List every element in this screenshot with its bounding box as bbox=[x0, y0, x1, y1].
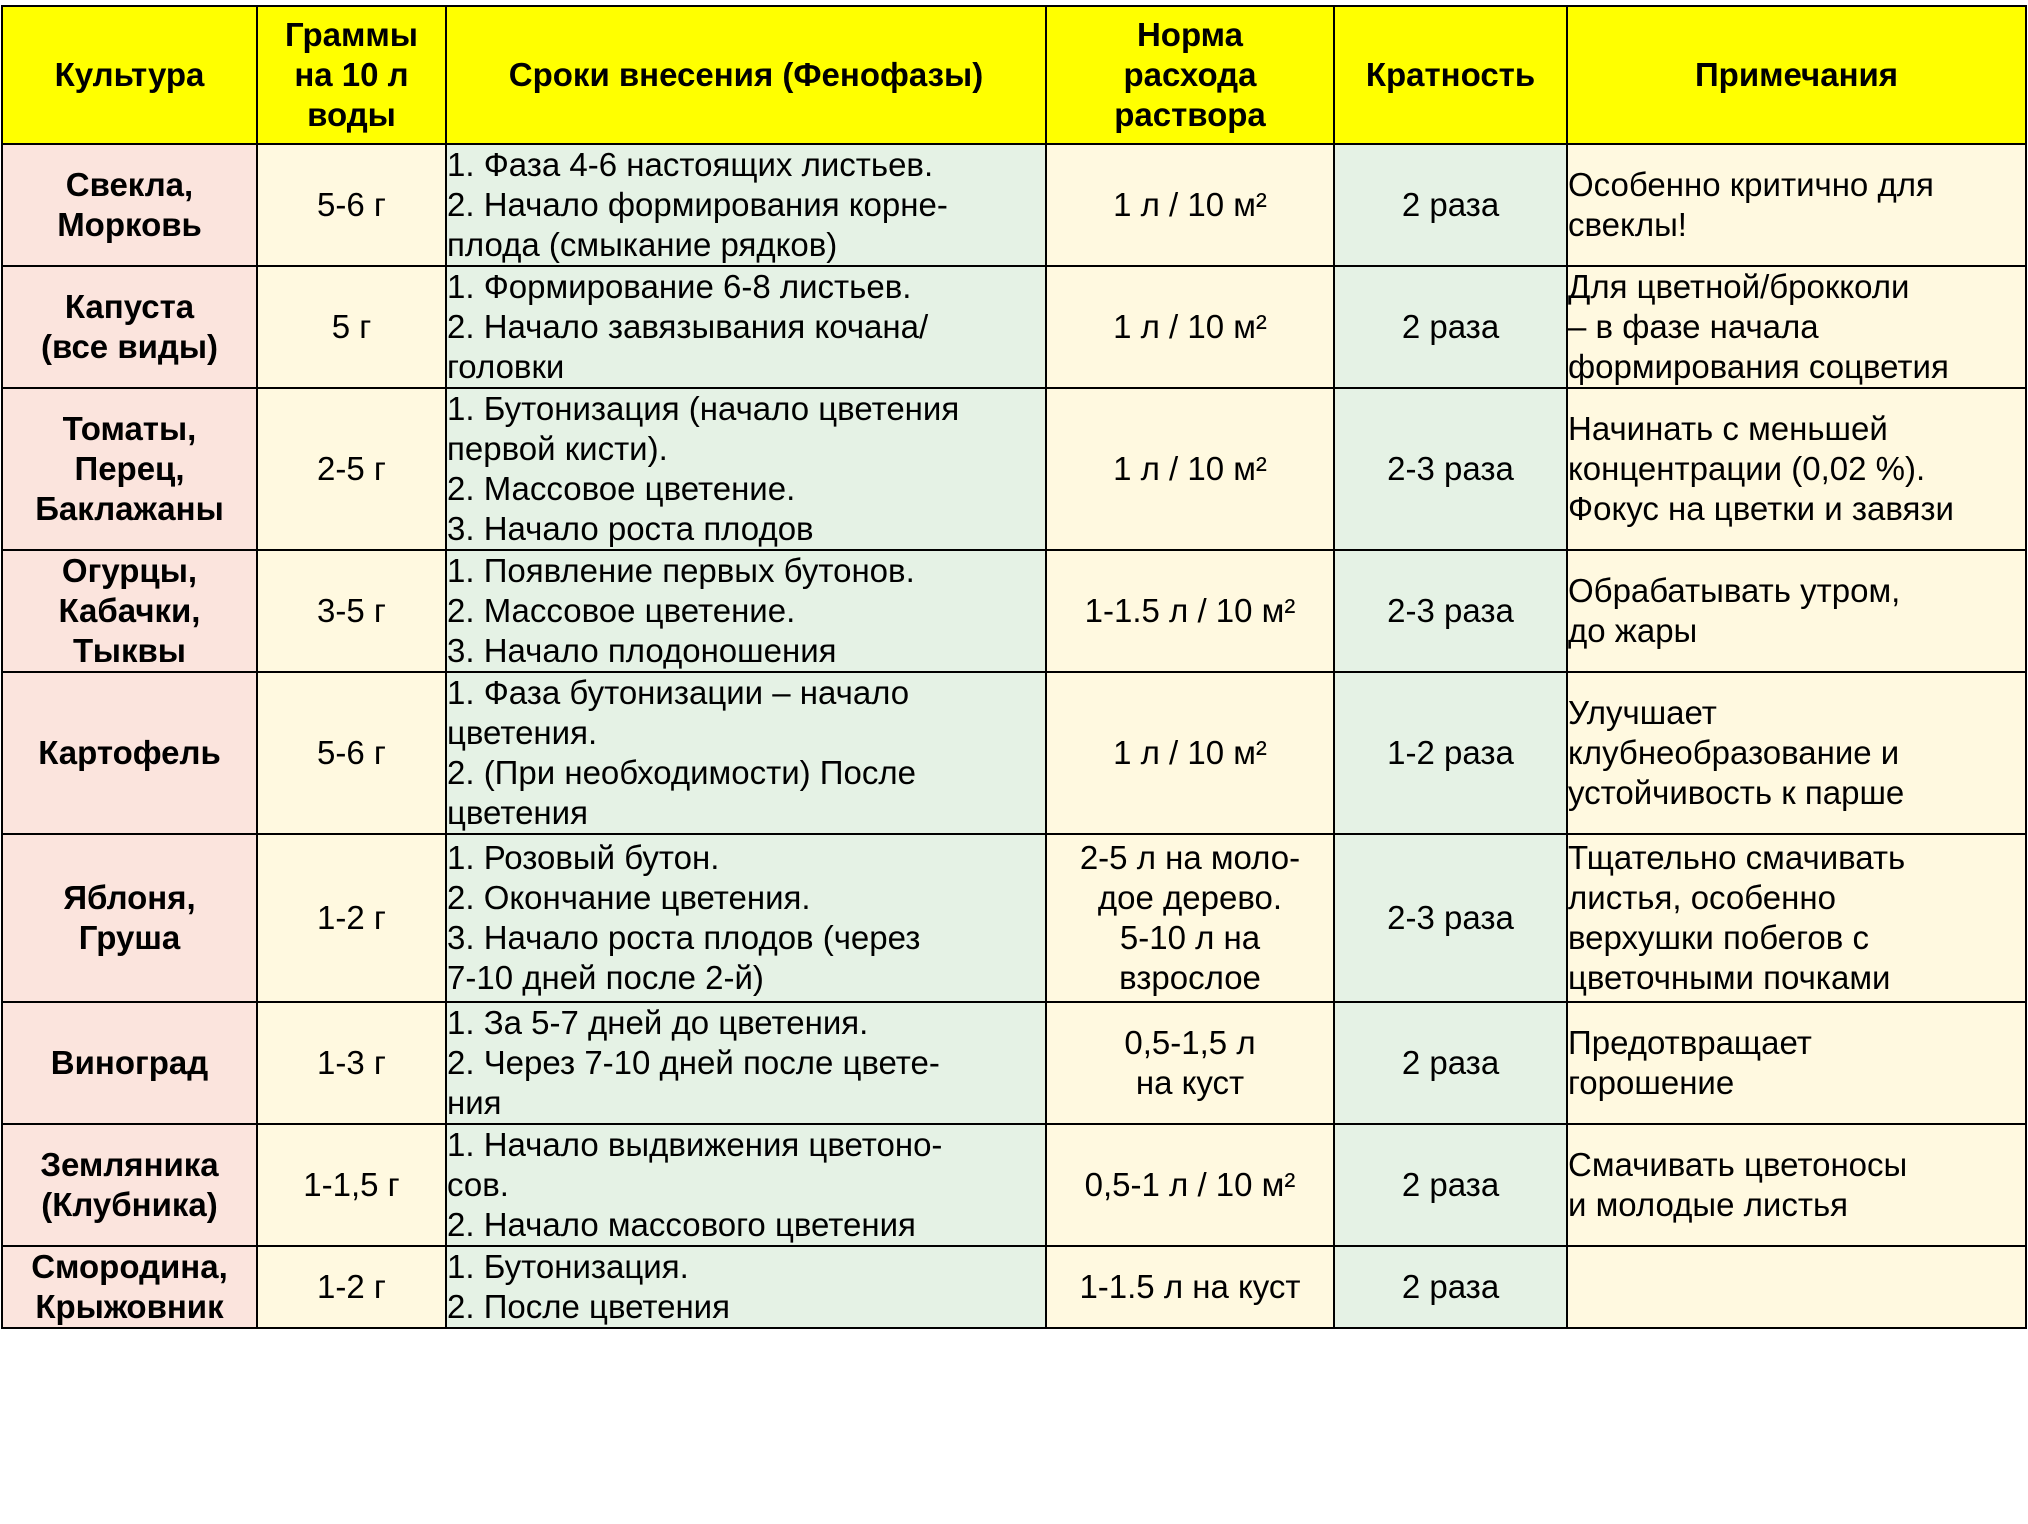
timing-cell bbox=[446, 834, 1046, 1002]
timing-cell-line: 1. Начало выдвижения цветоно- bbox=[447, 1126, 943, 1163]
crop-cell-line: (Клубника) bbox=[41, 1186, 218, 1223]
timing-cell-line: 2. Окончание цветения. bbox=[447, 879, 811, 916]
grams-cell: 1-2 г bbox=[257, 1246, 446, 1328]
notes-cell-line: концентрации (0,02 %). bbox=[1568, 450, 1926, 487]
crop-cell bbox=[2, 1002, 257, 1124]
grams-cell: 5 г bbox=[257, 266, 446, 388]
header-rate: Норма расхода раствора bbox=[1046, 6, 1334, 144]
multiplicity-cell: 2 раза bbox=[1334, 266, 1567, 388]
multiplicity-cell: 2 раза bbox=[1334, 1124, 1567, 1246]
timing-cell-line: первой кисти). bbox=[447, 430, 668, 467]
timing-cell bbox=[446, 266, 1046, 388]
header-grams: Граммы на 10 л воды bbox=[257, 6, 446, 144]
table-body bbox=[2, 144, 2026, 1328]
rate-cell-line: дое дерево. bbox=[1097, 879, 1283, 916]
table-row bbox=[2, 1246, 2026, 1328]
notes-cell-line: и молодые листья bbox=[1568, 1186, 1849, 1223]
crop-cell-line: Крыжовник bbox=[35, 1288, 224, 1325]
notes-cell-line: Тщательно смачивать bbox=[1568, 839, 1906, 876]
notes-cell-line: Фокус на цветки и завязи bbox=[1568, 490, 1954, 527]
timing-cell-line: 3. Начало роста плодов (через bbox=[447, 919, 921, 956]
timing-cell-line: 7-10 дней после 2-й) bbox=[447, 959, 764, 996]
notes-cell bbox=[1567, 388, 2026, 550]
header-multiplicity: Кратность bbox=[1334, 6, 1567, 144]
timing-cell bbox=[446, 144, 1046, 266]
notes-cell-line: Предотвращает bbox=[1568, 1024, 1812, 1061]
crop-cell-line: Земляника bbox=[40, 1146, 219, 1183]
grams-cell: 2-5 г bbox=[257, 388, 446, 550]
rate-cell-line: взрослое bbox=[1119, 959, 1261, 996]
multiplicity-cell: 2-3 раза bbox=[1334, 550, 1567, 672]
header-notes: Примечания bbox=[1567, 6, 2026, 144]
crop-cell bbox=[2, 144, 257, 266]
crop-cell-line: Смородина, bbox=[31, 1248, 228, 1285]
timing-cell-line: 2. Начало массового цветения bbox=[447, 1206, 916, 1243]
notes-cell-line: – в фазе начала bbox=[1568, 308, 1819, 345]
header-row bbox=[2, 6, 2026, 144]
timing-cell bbox=[446, 1002, 1046, 1124]
rate-cell-line: 1 л / 10 м² bbox=[1113, 308, 1267, 345]
timing-cell-line: 3. Начало плодоношения bbox=[447, 632, 837, 669]
notes-cell bbox=[1567, 834, 2026, 1002]
crop-cell-line: Баклажаны bbox=[35, 490, 224, 527]
notes-cell bbox=[1567, 144, 2026, 266]
crop-cell-line: Картофель bbox=[38, 734, 221, 771]
notes-cell-line: Обрабатывать утром, bbox=[1568, 572, 1901, 609]
notes-cell-line: цветочными почками bbox=[1568, 959, 1891, 996]
table-row bbox=[2, 550, 2026, 672]
crop-cell bbox=[2, 550, 257, 672]
grams-cell: 5-6 г bbox=[257, 672, 446, 834]
timing-cell-line: 2. Массовое цветение. bbox=[447, 592, 796, 629]
notes-cell-line: свеклы! bbox=[1568, 206, 1687, 243]
grams-cell: 5-6 г bbox=[257, 144, 446, 266]
crop-cell-line: Яблоня, bbox=[63, 879, 196, 916]
crop-cell bbox=[2, 388, 257, 550]
crop-cell bbox=[2, 834, 257, 1002]
notes-cell bbox=[1567, 1246, 2026, 1328]
table-row bbox=[2, 266, 2026, 388]
rate-cell-line: 1 л / 10 м² bbox=[1113, 450, 1267, 487]
timing-cell-line: цветения. bbox=[447, 714, 598, 751]
timing-cell-line: 2. После цветения bbox=[447, 1288, 730, 1325]
notes-cell bbox=[1567, 1002, 2026, 1124]
rate-cell bbox=[1046, 1246, 1334, 1328]
crop-cell bbox=[2, 672, 257, 834]
table-row bbox=[2, 1124, 2026, 1246]
rate-cell-line: на куст bbox=[1135, 1064, 1245, 1101]
rate-cell-line: 0,5-1,5 л bbox=[1124, 1024, 1256, 1061]
rate-cell-line: 1 л / 10 м² bbox=[1113, 186, 1267, 223]
header-timing: Сроки внесения (Фенофазы) bbox=[446, 6, 1046, 144]
crop-cell-line: Груша bbox=[78, 919, 181, 956]
timing-cell-line: ния bbox=[447, 1084, 502, 1121]
timing-cell-line: плода (смыкание рядков) bbox=[447, 226, 838, 263]
notes-cell-line: до жары bbox=[1568, 612, 1698, 649]
multiplicity-cell: 2-3 раза bbox=[1334, 388, 1567, 550]
timing-cell-line: 1. Бутонизация. bbox=[447, 1248, 689, 1285]
table-row bbox=[2, 1002, 2026, 1124]
timing-cell-line: 2. Начало формирования корне- bbox=[447, 186, 948, 223]
rate-cell bbox=[1046, 672, 1334, 834]
table-row bbox=[2, 672, 2026, 834]
multiplicity-cell: 2 раза bbox=[1334, 1002, 1567, 1124]
grams-cell: 3-5 г bbox=[257, 550, 446, 672]
notes-cell-line: формирования соцветия bbox=[1568, 348, 1949, 385]
crop-cell-line: (все виды) bbox=[40, 328, 219, 365]
rate-cell bbox=[1046, 550, 1334, 672]
timing-cell-line: 3. Начало роста плодов bbox=[447, 510, 814, 547]
crop-cell-line: Тыквы bbox=[73, 632, 186, 669]
timing-cell bbox=[446, 1124, 1046, 1246]
notes-cell-line: Начинать с меньшей bbox=[1568, 410, 1888, 447]
rate-cell bbox=[1046, 834, 1334, 1002]
timing-cell bbox=[446, 672, 1046, 834]
table-row bbox=[2, 144, 2026, 266]
crop-cell-line: Огурцы, bbox=[61, 552, 198, 589]
multiplicity-cell: 2-3 раза bbox=[1334, 834, 1567, 1002]
timing-cell-line: 1. Фаза бутонизации – начало bbox=[447, 674, 910, 711]
notes-cell-line: клубнеобразование и bbox=[1568, 734, 1900, 771]
notes-cell-line: горошение bbox=[1568, 1064, 1735, 1101]
timing-cell-line: цветения bbox=[447, 794, 588, 831]
rate-cell bbox=[1046, 1002, 1334, 1124]
notes-cell bbox=[1567, 1124, 2026, 1246]
notes-cell bbox=[1567, 550, 2026, 672]
timing-cell-line: 1. Появление первых бутонов. bbox=[447, 552, 915, 589]
multiplicity-cell: 2 раза bbox=[1334, 144, 1567, 266]
crop-cell-line: Морковь bbox=[57, 206, 202, 243]
rate-cell bbox=[1046, 388, 1334, 550]
rate-cell bbox=[1046, 1124, 1334, 1246]
timing-cell-line: 1. За 5-7 дней до цветения. bbox=[447, 1004, 869, 1041]
rate-cell-line: 0,5-1 л / 10 м² bbox=[1084, 1166, 1296, 1203]
rate-cell-line: 5-10 л на bbox=[1119, 919, 1261, 956]
timing-cell-line: головки bbox=[447, 348, 565, 385]
rate-cell-line: 2-5 л на моло- bbox=[1079, 839, 1301, 876]
grams-cell: 1-1,5 г bbox=[257, 1124, 446, 1246]
timing-cell-line: 1. Розовый бутон. bbox=[447, 839, 720, 876]
rate-cell bbox=[1046, 266, 1334, 388]
table-row bbox=[2, 388, 2026, 550]
notes-cell-line: Особенно критично для bbox=[1568, 166, 1934, 203]
notes-cell-line: Смачивать цветоносы bbox=[1568, 1146, 1908, 1183]
timing-cell-line: 1. Формирование 6-8 листьев. bbox=[447, 268, 912, 305]
grams-cell: 1-3 г bbox=[257, 1002, 446, 1124]
rate-cell-line: 1 л / 10 м² bbox=[1113, 734, 1267, 771]
timing-cell-line: 1. Фаза 4-6 настоящих листьев. bbox=[447, 146, 934, 183]
crop-cell-line: Перец, bbox=[74, 450, 185, 487]
crop-cell-line: Свекла, bbox=[65, 166, 194, 203]
rate-cell bbox=[1046, 144, 1334, 266]
timing-cell bbox=[446, 388, 1046, 550]
crop-cell-line: Виноград bbox=[50, 1044, 209, 1081]
crop-cell-line: Кабачки, bbox=[58, 592, 201, 629]
notes-cell bbox=[1567, 672, 2026, 834]
crop-cell-line: Капуста bbox=[64, 288, 195, 325]
notes-cell-line: Для цветной/брокколи bbox=[1568, 268, 1910, 305]
grams-cell: 1-2 г bbox=[257, 834, 446, 1002]
notes-cell-line: Улучшает bbox=[1568, 694, 1717, 731]
crop-cell-line: Томаты, bbox=[62, 410, 197, 447]
notes-cell-line: устойчивость к парше bbox=[1568, 774, 1905, 811]
timing-cell-line: 2. (При необходимости) После bbox=[447, 754, 916, 791]
table-row bbox=[2, 834, 2026, 1002]
timing-cell-line: 2. Массовое цветение. bbox=[447, 470, 796, 507]
timing-cell bbox=[446, 550, 1046, 672]
crop-cell bbox=[2, 266, 257, 388]
crop-cell bbox=[2, 1246, 257, 1328]
multiplicity-cell: 1-2 раза bbox=[1334, 672, 1567, 834]
timing-cell-line: 1. Бутонизация (начало цветения bbox=[447, 390, 960, 427]
rate-cell-line: 1-1.5 л на куст bbox=[1079, 1268, 1301, 1305]
crop-cell bbox=[2, 1124, 257, 1246]
header-crop: Культура bbox=[2, 6, 257, 144]
multiplicity-cell: 2 раза bbox=[1334, 1246, 1567, 1328]
notes-cell-line: листья, особенно bbox=[1568, 879, 1836, 916]
timing-cell bbox=[446, 1246, 1046, 1328]
timing-cell-line: 2. Начало завязывания кочана/ bbox=[447, 308, 929, 345]
rate-cell-line: 1-1.5 л / 10 м² bbox=[1084, 592, 1296, 629]
timing-cell-line: 2. Через 7-10 дней после цвете- bbox=[447, 1044, 940, 1081]
timing-cell-line: сов. bbox=[447, 1166, 509, 1203]
fertilizer-schedule-table bbox=[1, 5, 2027, 1329]
notes-cell bbox=[1567, 266, 2026, 388]
notes-cell-line: верхушки побегов с bbox=[1568, 919, 1869, 956]
